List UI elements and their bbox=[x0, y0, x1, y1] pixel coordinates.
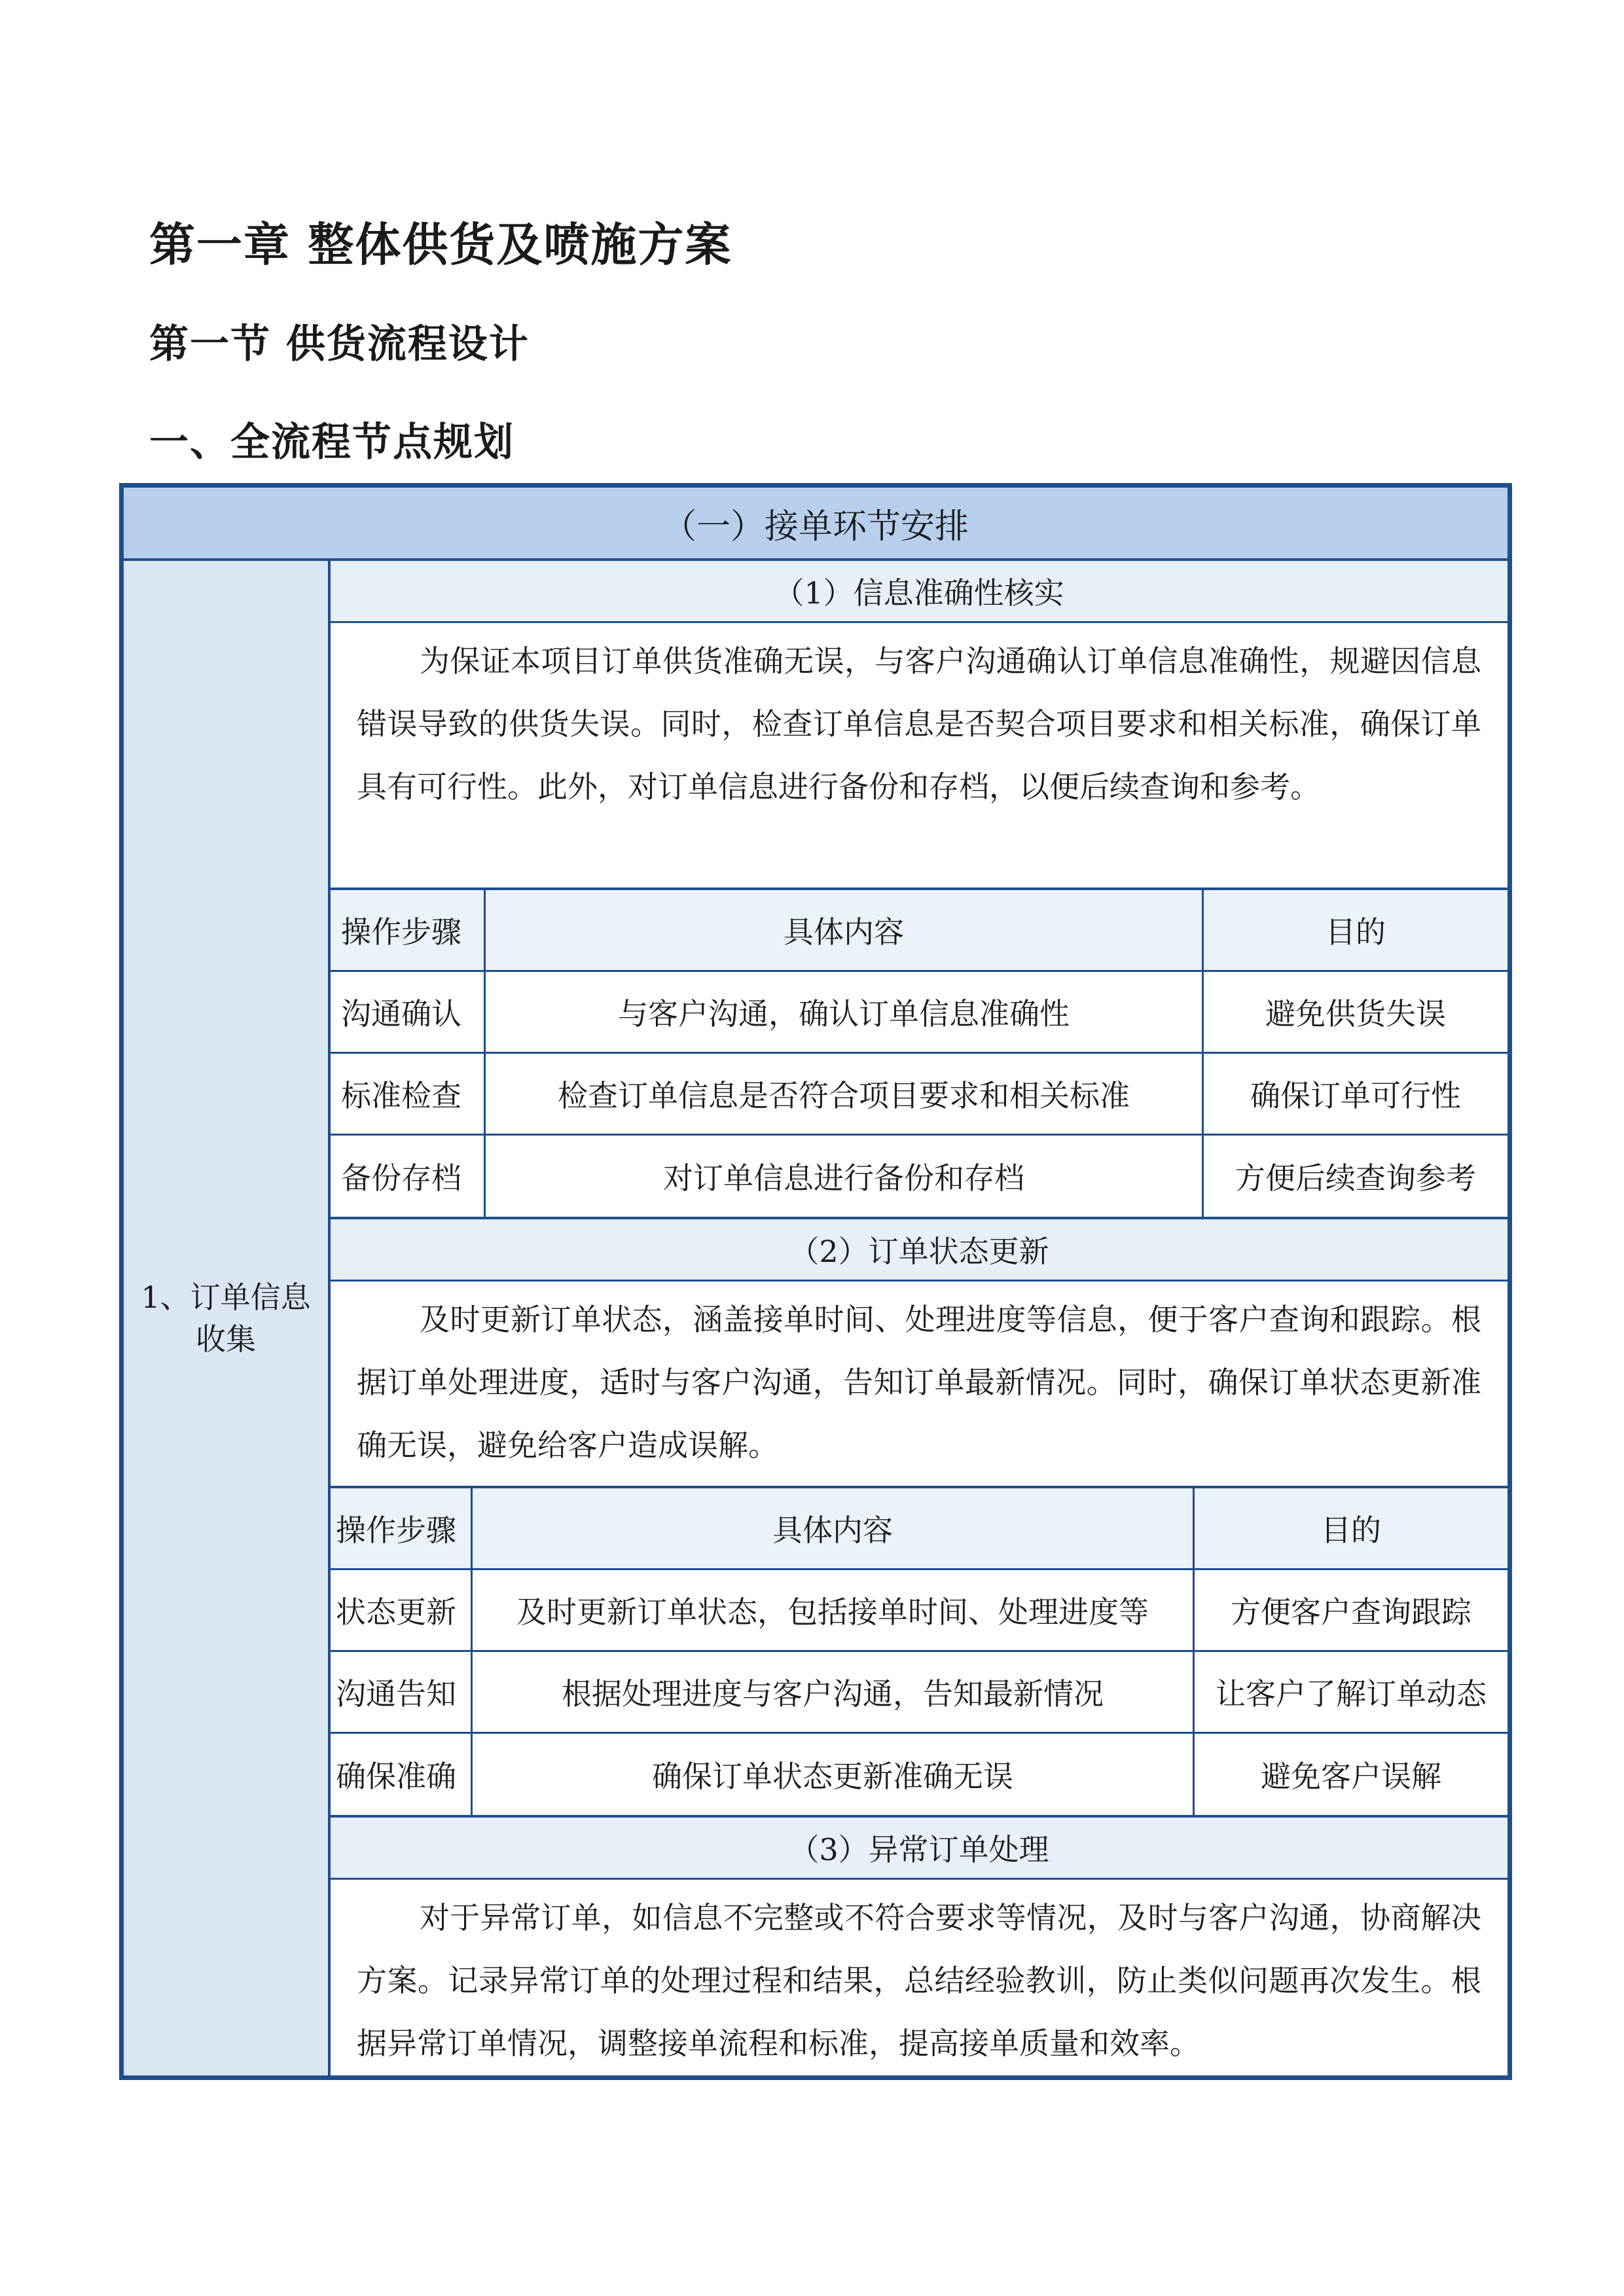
table-cell: 状态更新 bbox=[336, 1594, 456, 1630]
table-cell: 让客户了解订单动态 bbox=[1216, 1676, 1487, 1712]
table-cell: 标准检查 bbox=[341, 1078, 461, 1113]
table-cell: 方便后续查询参考 bbox=[1235, 1160, 1476, 1196]
block-2-col-content: 具体内容 bbox=[473, 1488, 1193, 1568]
section-title: 第一节 供货流程设计 bbox=[149, 321, 530, 367]
table-cell: 与客户沟通，确认订单信息准确性 bbox=[618, 996, 1070, 1031]
table-cell: 备份存档 bbox=[341, 1160, 461, 1196]
block-1-col-step: 操作步骤 bbox=[331, 890, 484, 970]
left-label: 1、订单信息收集 bbox=[141, 1280, 311, 1357]
table-cell: 沟通告知 bbox=[336, 1676, 456, 1712]
left-label-cell bbox=[124, 561, 328, 2075]
table-cell: 确保准确 bbox=[336, 1759, 456, 1794]
chapter-title: 第一章 整体供货及喷施方案 bbox=[149, 218, 732, 272]
block-3-paragraph: 对于异常订单，如信息不完整或不符合要求等情况，及时与客户沟通，协商解决方案。记录异常订单的处理过程和结果，总结经验教训，防止类似问题再次发生。根据异常订单情况，调整接单流程和标准，提高接单质量和效率。 bbox=[357, 1900, 1481, 2061]
block-1-col-purpose: 目的 bbox=[1204, 890, 1507, 970]
block-1-title: （1）信息准确性核实 bbox=[331, 561, 1507, 621]
table-cell: 根据处理进度与客户沟通，告知最新情况 bbox=[562, 1676, 1104, 1712]
table-cell: 检查订单信息是否符合项目要求和相关标准 bbox=[558, 1078, 1130, 1113]
table-cell: 确保订单状态更新准确无误 bbox=[652, 1759, 1013, 1794]
block-2-col-purpose: 目的 bbox=[1195, 1488, 1507, 1568]
table-cell: 避免供货失误 bbox=[1265, 996, 1446, 1031]
block-2-col-step: 操作步骤 bbox=[331, 1488, 471, 1568]
table-cell: 确保订单可行性 bbox=[1250, 1078, 1461, 1113]
table-cell: 方便客户查询跟踪 bbox=[1231, 1594, 1471, 1630]
block-3-title: （3）异常订单处理 bbox=[331, 1818, 1507, 1878]
table-cell: 及时更新订单状态，包括接单时间、处理进度等 bbox=[516, 1594, 1149, 1630]
block-1-paragraph: 为保证本项目订单供货准确无误，与客户沟通确认订单信息准确性，规避因信息错误导致的供货失误。同时，检查订单信息是否契合项目要求和相关标准，确保订单具有可行性。此外，对订单信息进行备份和存档，以便后续查询和参考。 bbox=[357, 643, 1481, 804]
subsection-title: 一、全流程节点规划 bbox=[149, 420, 514, 465]
block-2-paragraph: 及时更新订单状态，涵盖接单时间、处理进度等信息，便于客户查询和跟踪。根据订单处理进度，适时与客户沟通，告知订单最新情况。同时，确保订单状态更新准确无误，避免给客户造成误解。 bbox=[357, 1302, 1481, 1463]
block-2-title: （2）订单状态更新 bbox=[331, 1219, 1507, 1280]
table-cell: 对订单信息进行备份和存档 bbox=[663, 1160, 1024, 1196]
table-header: （一）接单环节安排 bbox=[124, 488, 1507, 558]
table-cell: 避免客户误解 bbox=[1261, 1759, 1441, 1794]
block-1-col-content: 具体内容 bbox=[486, 890, 1202, 970]
table-cell: 沟通确认 bbox=[341, 996, 461, 1031]
